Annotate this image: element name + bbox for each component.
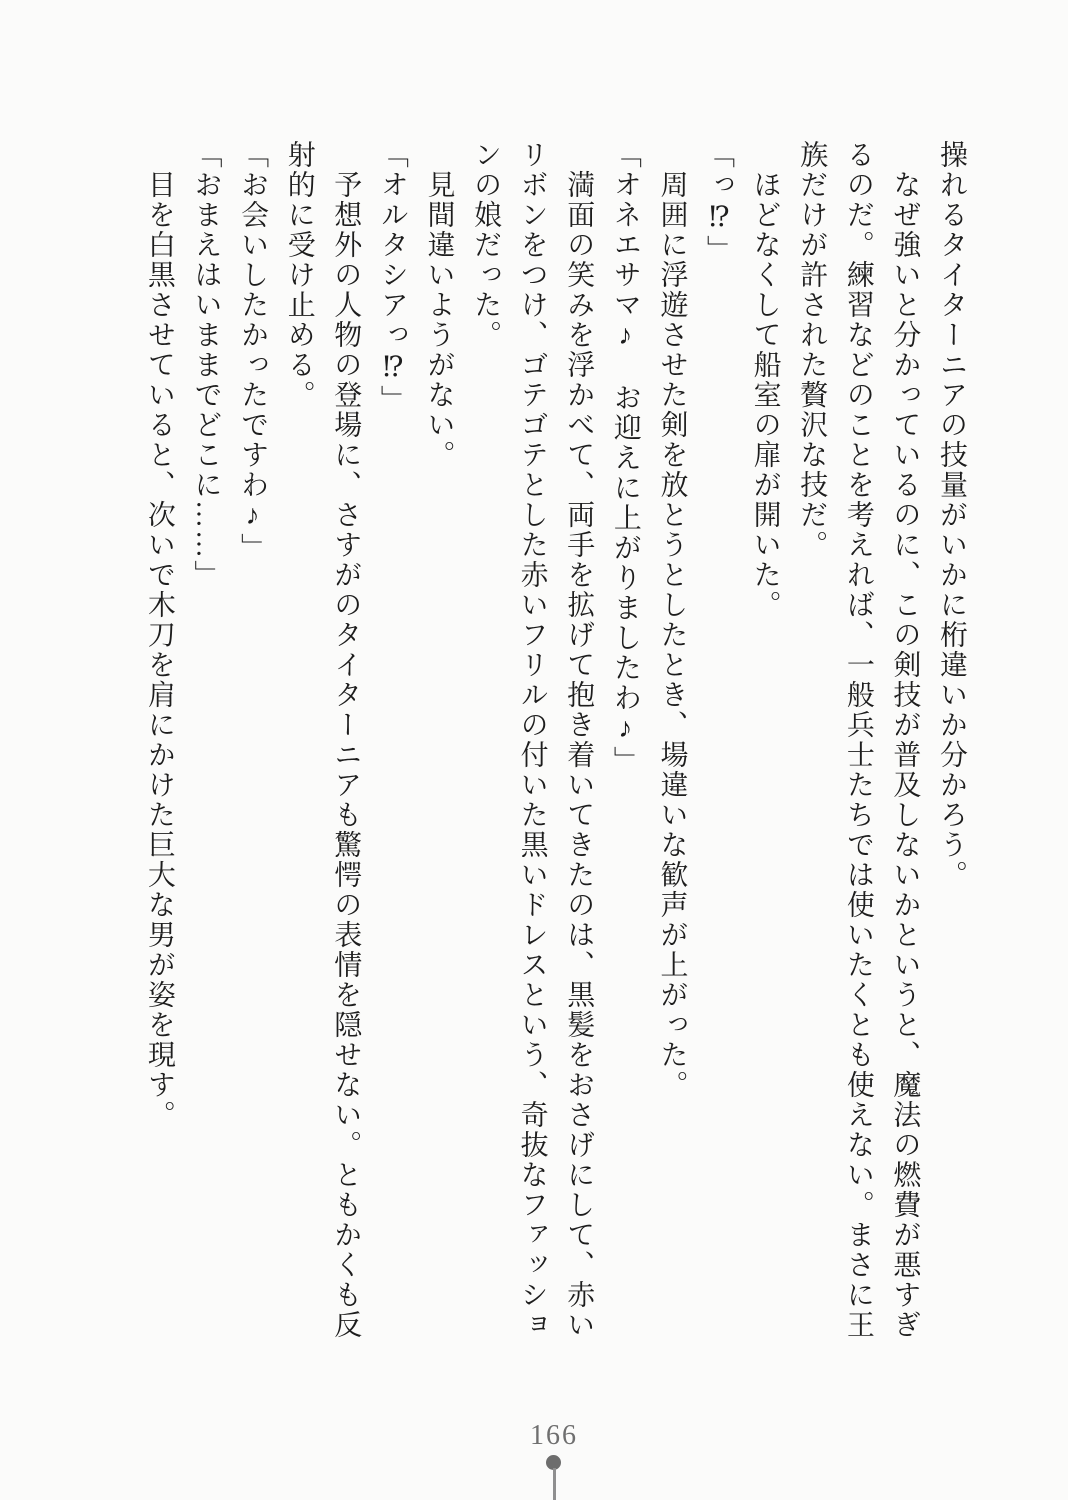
footer-rule-ornament	[553, 1468, 556, 1500]
text-line: 見間違いようがない。	[423, 140, 455, 470]
text-line: 操れるタイターニアの技量がいかに桁違いか分かろう。	[936, 140, 967, 890]
text-line: ほどなくして船室の扉が開いた。	[749, 140, 781, 620]
text-line: 周囲に浮遊させた剣を放とうとしたとき、場違いな歓声が上がった。	[656, 140, 688, 1100]
text-line: 「オネエサマ♪ お迎えに上がりましたわ♪」	[609, 140, 641, 776]
text-line: ンの娘だった。	[470, 140, 502, 350]
text-line: 「お会いしたかったですわ♪」	[237, 140, 269, 563]
text-line: リボンをつけ、ゴテゴテとした赤いフリルの付いた黒いドレスという、奇抜なファッショ	[516, 140, 548, 1340]
text-line: 「オルタシアっ⁉」	[376, 140, 408, 415]
page-number: 166	[530, 1420, 578, 1451]
text-line: 予想外の人物の登場に、さすがのタイターニアも驚愕の表情を隠せない。ともかくも反	[330, 140, 362, 1340]
text-line: 射的に受け止める。	[283, 140, 315, 410]
text-line: 族だけが許された贅沢な技だ。	[796, 140, 828, 560]
text-line: 「おまえはいままでどこに……」	[190, 140, 222, 590]
vertical-text-block	[135, 140, 974, 1352]
text-line: 目を白黒させていると、次いで木刀を肩にかけた巨大な男が姿を現す。	[143, 140, 175, 1130]
text-line: るのだ。練習などのことを考えれば、一般兵士たちでは使いたくとも使えない。まさに王	[842, 140, 874, 1340]
text-line: なぜ強いと分かっているのに、この剣技が普及しないかというと、魔法の燃費が悪すぎ	[889, 140, 921, 1340]
text-line: 満面の笑みを浮かべて、両手を拡げて抱き着いてきたのは、黒髪をおさげにして、赤い	[563, 140, 595, 1340]
text-line: 「っ⁉」	[703, 140, 735, 265]
